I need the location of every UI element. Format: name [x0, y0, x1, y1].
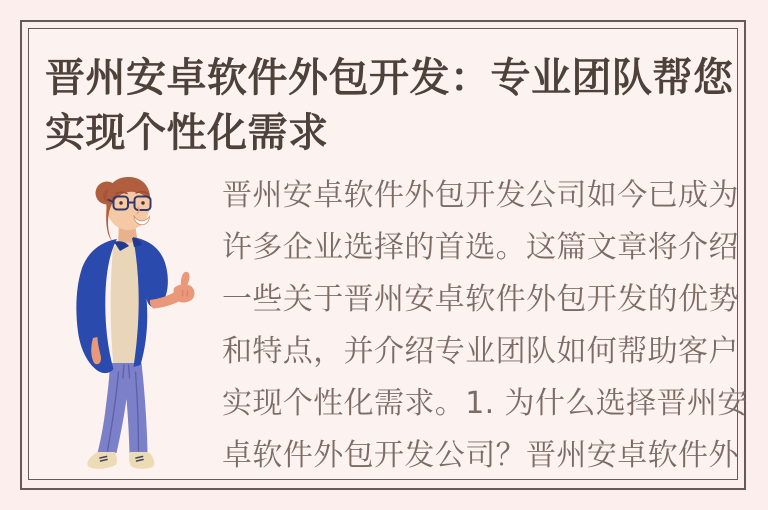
article-text	[222, 170, 748, 482]
illustration-svg	[50, 152, 200, 472]
woman-thumbs-up-illustration	[50, 152, 200, 472]
title-line-2: 实现个性化需求	[45, 109, 329, 156]
article-text-line: 一些关于晋州安卓软件外包开发的优势	[222, 282, 739, 317]
figure-eye-left	[119, 201, 122, 204]
title-line-1: 晋州安卓软件外包开发：专业团队帮您	[45, 54, 734, 101]
article-text-line: 许多企业选择的首选。这篇文章将介绍	[222, 230, 739, 265]
article-text-line: 卓软件外包开发公司？晋州安卓软件外	[222, 438, 739, 473]
page-title	[45, 50, 734, 160]
article-text-line: 实现个性化需求。1. 为什么选择晋州安	[222, 386, 748, 421]
figure-eye-right	[141, 201, 144, 204]
article-text-line: 晋州安卓软件外包开发公司如今已成为	[222, 178, 739, 213]
article-text-line: 和特点，并介绍专业团队如何帮助客户	[222, 334, 739, 369]
